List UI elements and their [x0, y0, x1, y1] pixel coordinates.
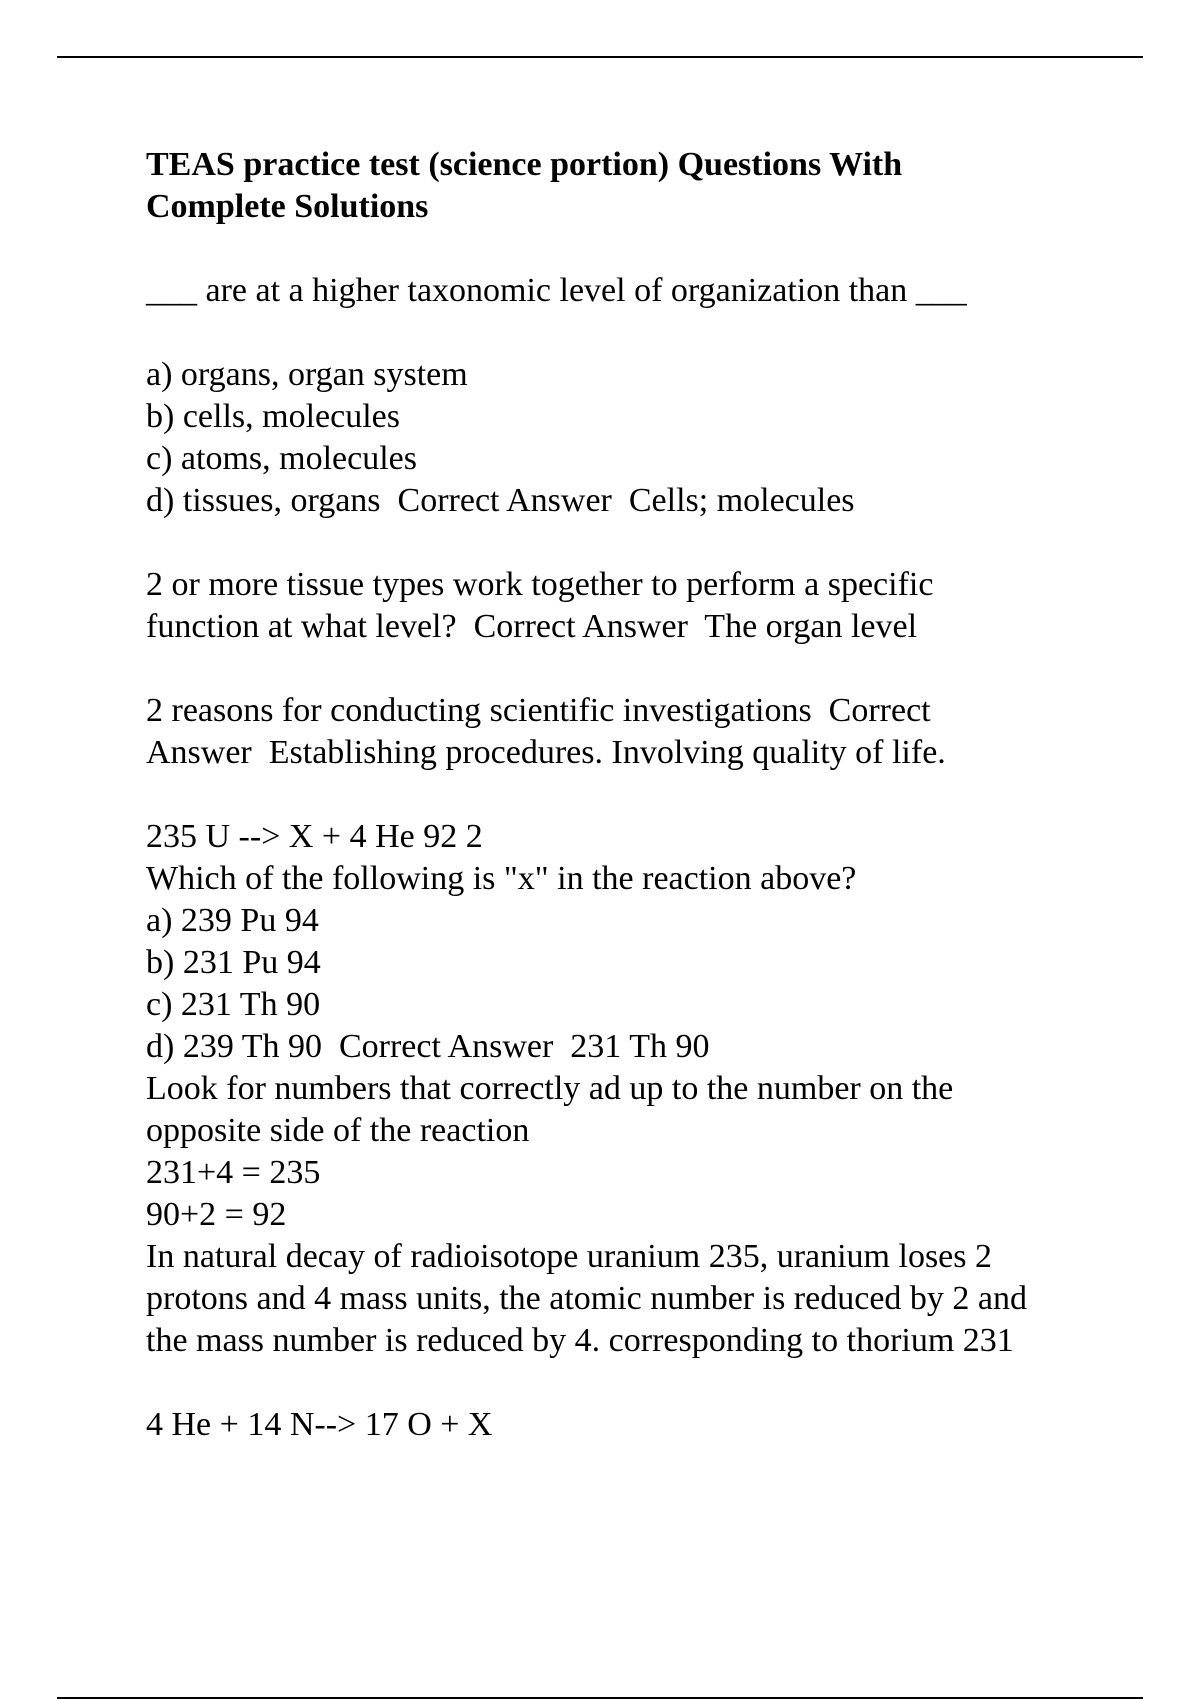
question-uranium-decay	[146, 816, 1106, 1362]
text-line: 2 reasons for conducting scientific investigations Correct	[146, 692, 931, 729]
text-line: protons and 4 mass units, the atomic number is reduced by 2 and	[146, 1280, 1027, 1317]
bottom-divider	[57, 1697, 1143, 1699]
text-line: b) cells, molecules	[146, 398, 400, 435]
text-line: 235 U --> X + 4 He 92 2	[146, 818, 483, 855]
text-line: Which of the following is "x" in the reaction above?	[146, 860, 857, 897]
question-nitrogen-reaction	[146, 1404, 1106, 1446]
document-body	[146, 144, 1106, 1488]
text-line: a) 239 Pu 94	[146, 902, 319, 939]
text-line: 2 or more tissue types work together to perform a specific	[146, 566, 934, 603]
text-line: the mass number is reduced by 4. corresponding to thorium 231	[146, 1322, 1014, 1359]
title-line: Complete Solutions	[146, 188, 429, 225]
text-line: ___ are at a higher taxonomic level of organization than ___	[146, 272, 967, 309]
text-line: opposite side of the reaction	[146, 1112, 530, 1149]
text-line: d) tissues, organs Correct Answer Cells; molecules	[146, 482, 855, 519]
text-line: c) atoms, molecules	[146, 440, 417, 477]
text-line: c) 231 Th 90	[146, 986, 321, 1023]
text-line: 231+4 = 235	[146, 1154, 321, 1191]
top-divider	[57, 56, 1143, 58]
text-line: Answer Establishing procedures. Involving quality of life.	[146, 734, 946, 771]
title-line: TEAS practice test (science portion) Questions With	[146, 146, 903, 183]
text-line: 90+2 = 92	[146, 1196, 287, 1233]
question-tissue-level	[146, 564, 1106, 648]
page-title	[146, 144, 1106, 228]
text-line: function at what level? Correct Answer The organ level	[146, 608, 918, 645]
text-line: In natural decay of radioisotope uranium 235, uranium loses 2	[146, 1238, 992, 1275]
question-taxonomy-options	[146, 354, 1106, 522]
text-line: b) 231 Pu 94	[146, 944, 321, 981]
text-line: 4 He + 14 N--> 17 O + X	[146, 1406, 493, 1443]
text-line: d) 239 Th 90 Correct Answer 231 Th 90	[146, 1028, 710, 1065]
question-investigation-reasons	[146, 690, 1106, 774]
text-line: Look for numbers that correctly ad up to the number on the	[146, 1070, 954, 1107]
text-line: a) organs, organ system	[146, 356, 468, 393]
question-taxonomy-prompt	[146, 270, 1106, 312]
